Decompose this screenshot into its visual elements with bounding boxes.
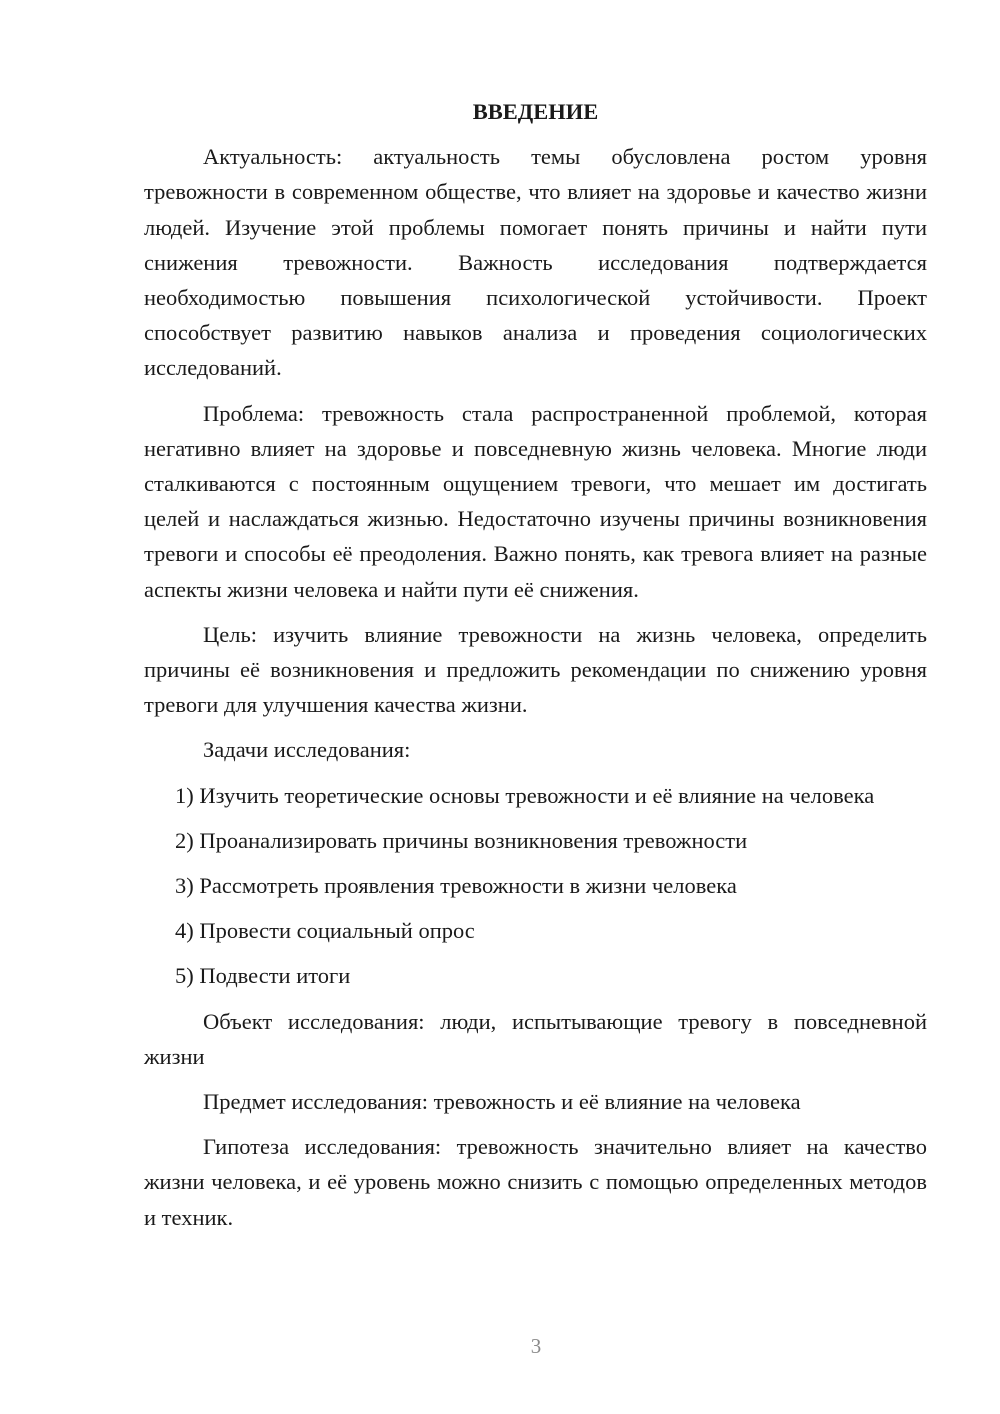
- page-content: [144, 94, 927, 1245]
- page-number: 3: [530, 1334, 542, 1358]
- task-item-3: 3) Рассмотреть проявления тревожности в жизни человека: [175, 873, 737, 899]
- task-item-5: 5) Подвести итоги: [175, 963, 351, 989]
- task-item-2: 2) Проанализировать причины возникновения тревожности: [175, 827, 748, 853]
- task-item-1: 1) Изучить теоретические основы тревожности и её влияние на человека: [175, 782, 875, 808]
- paragraph-problem: Проблема: тревожность стала распространенной проблемой, которая негативно влияет на здоровье и повседневную жизнь человека. Многие люди сталкиваются с постоянным ощущением тревоги, что мешает им достигать целей и наслаждаться жизнью. Недостаточно изучены причины возникновения тревоги и способы её преодоления. Важно понять, как тревога влияет на разные аспекты жизни человека и найти пути её снижения.: [144, 400, 927, 602]
- paragraph-relevance: Актуальность: актуальность темы обусловлена ростом уровня тревожности в современном обществе, что влияет на здоровье и качество жизни людей. Изучение этой проблемы помогает понять причины и найти пути снижения тревожности. Важность исследования подтверждается необходимостью повышения психологической устойчивости. Проект способствует развитию навыков анализа и проведения социологических исследований.: [144, 144, 927, 381]
- paragraph-tasks-heading: Задачи исследования:: [203, 737, 411, 763]
- task-item-4: 4) Провести социальный опрос: [175, 918, 475, 944]
- paragraph-goal: Цель: изучить влияние тревожности на жизнь человека, определить причины её возникновения и предложить рекомендации по снижению уровня тревоги для улучшения качества жизни.: [144, 621, 927, 718]
- paragraph-hypothesis: Гипотеза исследования: тревожность значительно влияет на качество жизни человека, и её уровень можно снизить с помощью определенных методов и техник.: [144, 1134, 927, 1230]
- paragraph-subject: Предмет исследования: тревожность и её влияние на человека: [203, 1089, 801, 1115]
- paragraph-object: Объект исследования: люди, испытывающие тревогу в повседневной жизни: [144, 1008, 927, 1069]
- page-title: ВВЕДЕНИЕ: [472, 99, 599, 124]
